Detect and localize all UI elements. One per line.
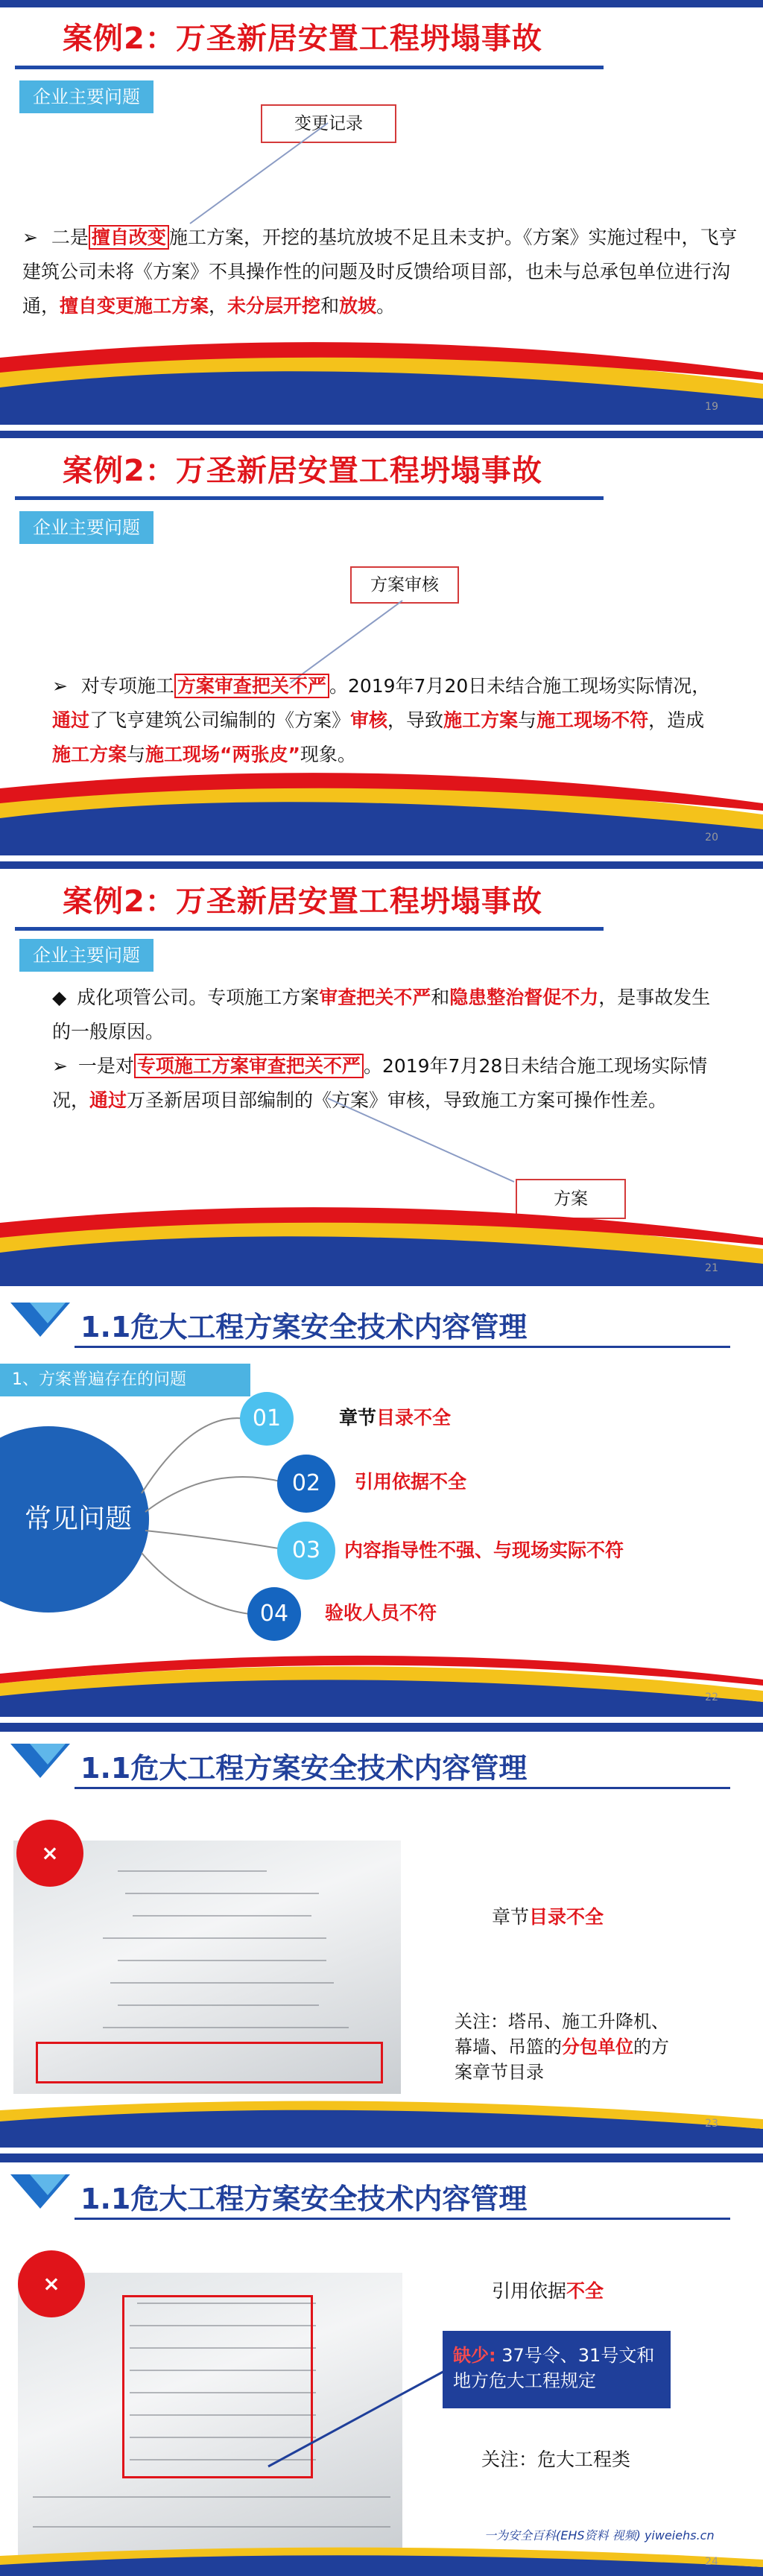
text-run: 和 (431, 987, 450, 1008)
wrong-mark-icon: × (16, 1820, 83, 1887)
text-run: 施工现场不符 (536, 709, 649, 731)
header-chevron-inner-icon (30, 1744, 66, 1765)
text-run: 验收人员不符 (325, 1602, 437, 1624)
callout-box: 方案 (516, 1179, 626, 1219)
footer-wave (0, 1613, 763, 1717)
text-run: 一是对 (77, 1055, 134, 1077)
missing-items-box (443, 2331, 671, 2408)
item-label (355, 1465, 466, 1499)
text-run: 章节 (339, 1407, 377, 1428)
text-run: 章节 (492, 1906, 530, 1928)
text-run: 审查把关不严 (319, 987, 431, 1008)
bullet-marker: ➢ (22, 227, 38, 248)
item-number-badge: 02 (277, 1455, 335, 1513)
section-tag: 企业主要问题 (19, 511, 153, 544)
text-run: 与 (518, 709, 537, 731)
bullet-marker: ➢ (52, 1055, 68, 1077)
callout-box: 变更记录 (261, 104, 396, 143)
text-run: 放坡 (339, 295, 377, 317)
text-run: “两张皮” (220, 744, 300, 765)
page-number: 21 (705, 1262, 718, 1274)
footer-wave (0, 2541, 763, 2576)
slide-title: 案例2：万圣新居安置工程坍塌事故 (63, 22, 542, 56)
text-run: 分包单位 (562, 2037, 633, 2057)
text-run: 擅自变更施工方案 (60, 295, 209, 317)
text-run: 审核 (350, 709, 388, 731)
bullet-marker: ➢ (52, 675, 68, 697)
text-run: ，开挖的基坑放坡不足且未支护。《方案》实施过程中，飞亨建筑公司未将《方案》不具操作性的问题及时反馈给项目部，也未与总承包单位进行沟通， (22, 227, 738, 317)
note-text (455, 2009, 678, 2085)
item-label (344, 1534, 624, 1568)
text-run: 成化项管公司。专项施工方案 (77, 987, 320, 1008)
page-number: 19 (705, 401, 718, 413)
text-run: ， (209, 295, 228, 317)
footer-wave (0, 744, 763, 855)
item-number-badge: 03 (277, 1522, 335, 1580)
slide-title: 1.1危大工程方案安全技术内容管理 (80, 1311, 528, 1344)
title-underline (75, 1787, 730, 1789)
text-run: 和 (320, 295, 340, 317)
center-label: 常见问题 (24, 1504, 132, 1534)
text-run: 对专项施工 (80, 675, 174, 697)
slide-title: 案例2：万圣新居安置工程坍塌事故 (63, 454, 542, 488)
text-run: 二是 (51, 227, 89, 248)
text-run: 。 (376, 295, 396, 317)
item-label (339, 1401, 451, 1435)
watermark-text: 一为安全百科(EHS资料 视频) yiweiehs.cn (484, 2528, 715, 2542)
highlight-box: 专项施工方案审查把关不严 (134, 1054, 364, 1078)
slide-body (22, 221, 738, 323)
slide-2 (0, 431, 763, 855)
slide-top-bar (0, 1723, 763, 1732)
slide-1 (0, 0, 763, 425)
section-tag: 企业主要问题 (19, 80, 153, 113)
page-number: 20 (705, 832, 718, 844)
text-run: 通过 (52, 709, 90, 731)
slide-title: 1.1危大工程方案安全技术内容管理 (80, 1752, 528, 1785)
text-run: 目录不全 (529, 1906, 604, 1928)
slide-5 (0, 1723, 763, 2148)
text-run: 37号令、31号文和地方危大工程规定 (453, 2345, 655, 2391)
text-run: 关注：塔吊、施工升降机、幕墙、吊篮的 (455, 2011, 669, 2057)
section-tag: 企业主要问题 (19, 939, 153, 972)
item-number-badge: 04 (247, 1587, 301, 1641)
text-run: 未分层开挖 (227, 295, 321, 317)
text-run: 现象。 (300, 744, 356, 765)
text-run: 引用依据不全 (355, 1471, 467, 1493)
note-text: 关注：危大工程类 (481, 2449, 631, 2470)
bullet-marker: ◆ (52, 987, 67, 1008)
text-run: 万圣新居项目部编制的《方案》审核，导致施工方案可操作性差。 (127, 1089, 668, 1111)
slide-4 (0, 1292, 763, 1717)
highlight-box: 擅自改变 (89, 225, 169, 250)
text-run: 。2019年7月20日未结合施工现场实际情况， (329, 675, 711, 697)
text-run: 与 (127, 744, 146, 765)
text-run: ，造成 (648, 709, 705, 731)
text-run: 不全 (566, 2280, 604, 2302)
text-run: 的方案章节目录 (455, 2037, 669, 2083)
text-run: 。2019年7月28日未结合施工现场实际情况， (52, 1055, 708, 1111)
page-number: 24 (705, 2556, 718, 2568)
text-run: 了飞亨建筑公司编制的《方案》 (89, 709, 351, 731)
page-number: 23 (705, 2118, 718, 2130)
text-run: ，是事故发生的一般原因。 (52, 987, 711, 1042)
text-run: 施工方案 (443, 709, 519, 731)
text-run: 施工方案 (168, 227, 244, 248)
text-run: ，导致 (387, 709, 444, 731)
slide-3 (0, 861, 763, 1286)
issue-label (492, 1900, 604, 1934)
page-number: 22 (705, 1692, 718, 1703)
callout-box: 方案审核 (350, 566, 459, 604)
text-run: 目录不全 (376, 1407, 452, 1428)
slide-6 (0, 2153, 763, 2576)
text-run: 缺少: (453, 2345, 496, 2366)
wrong-mark-icon: × (18, 2250, 85, 2317)
text-run: 内容指导性不强、与现场实际不符 (344, 1539, 624, 1561)
section-tag: 1、方案普遍存在的问题 (0, 1364, 250, 1396)
text-run: 通过 (89, 1089, 127, 1111)
slide-title: 案例2：万圣新居安置工程坍塌事故 (63, 884, 542, 919)
text-run: 施工方案 (52, 744, 127, 765)
item-number-badge: 01 (240, 1392, 294, 1446)
slide-title: 1.1危大工程方案安全技术内容管理 (80, 2183, 528, 2215)
highlight-box: 方案审查把关不严 (174, 674, 329, 698)
text-run: 隐患整治督促不力 (449, 987, 599, 1008)
footer-wave (0, 2088, 763, 2148)
text-run: 引用依据 (492, 2280, 567, 2302)
footer-wave (0, 313, 763, 425)
text-run: 施工现场 (145, 744, 221, 765)
footer-wave (0, 1174, 763, 1286)
